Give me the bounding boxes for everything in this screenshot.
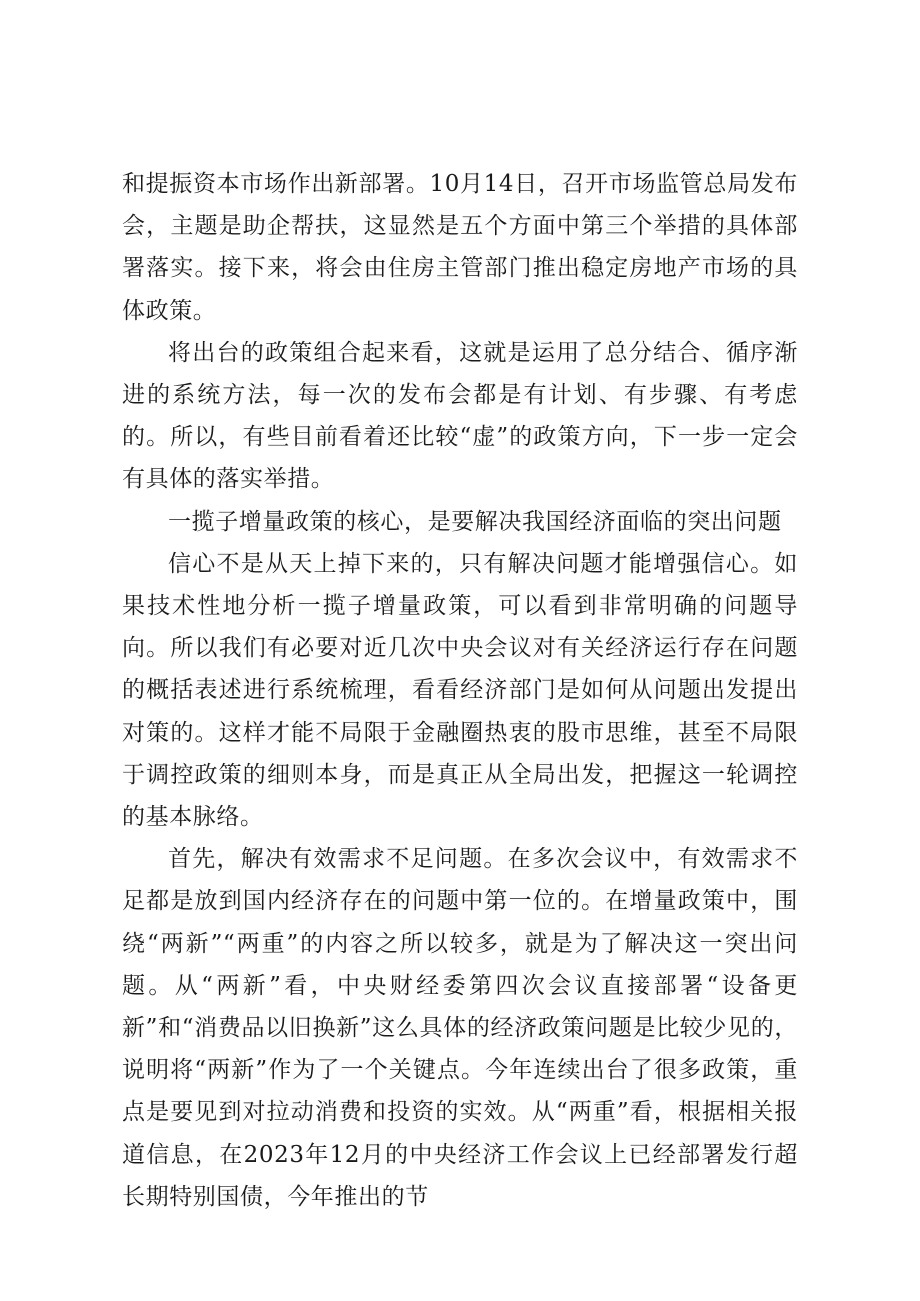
paragraph-continuation: 和提振资本市场作出新部署。10月14日，召开市场监管总局发布会，主题是助企帮扶，这显然是五个方面中第三个举措的具体部署落实。接下来，将会由住房主管部门推出稳定房地产市场的具体政策。: [122, 171, 798, 324]
paragraph-confidence: 信心不是从天上掉下来的，只有解决问题才能增强信心。如果技术性地分析一揽子增量政策，可以看到非常明确的问题导向。所以我们有必要对近几次中央会议对有关经济运行存在问题的概括表述进行系统梳理，看看经济部门是如何从问题出发提出对策的。这样才能不局限于金融圈热衷的股市思维，甚至不局限于调控政策的细则本身，而是真正从全局出发，把握这一轮调控的基本脉络。: [122, 550, 798, 831]
section-heading: 一揽子增量政策的核心，是要解决我国经济面临的突出问题: [168, 508, 782, 535]
document-body: [122, 163, 798, 1218]
paragraph-policy-combination: 将出台的政策组合起来看，这就是运用了总分结合、循序渐进的系统方法，每一次的发布会都是有计划、有步骤、有考虑的。所以，有些目前看着还比较“虚”的政策方向，下一步一定会有具体的落实举措。: [122, 339, 798, 493]
paragraph-effective-demand: 首先，解决有效需求不足问题。在多次会议中，有效需求不足都是放到国内经济存在的问题中第一位的。在增量政策中，围绕“两新”“两重”的内容之所以较多，就是为了解决这一突出问题。从“两新”看，中央财经委第四次会议直接部署“设备更新”和“消费品以旧换新”这么具体的经济政策问题是比较少见的，说明将“两新”作为了一个关键点。今年连续出台了很多政策，重点是要见到对拉动消费和投资的实效。从“两重”看，根据相关报道信息，在2023年12月的中央经济工作会议上已经部署发行超长期特别国债，今年推出的节: [122, 846, 798, 1210]
